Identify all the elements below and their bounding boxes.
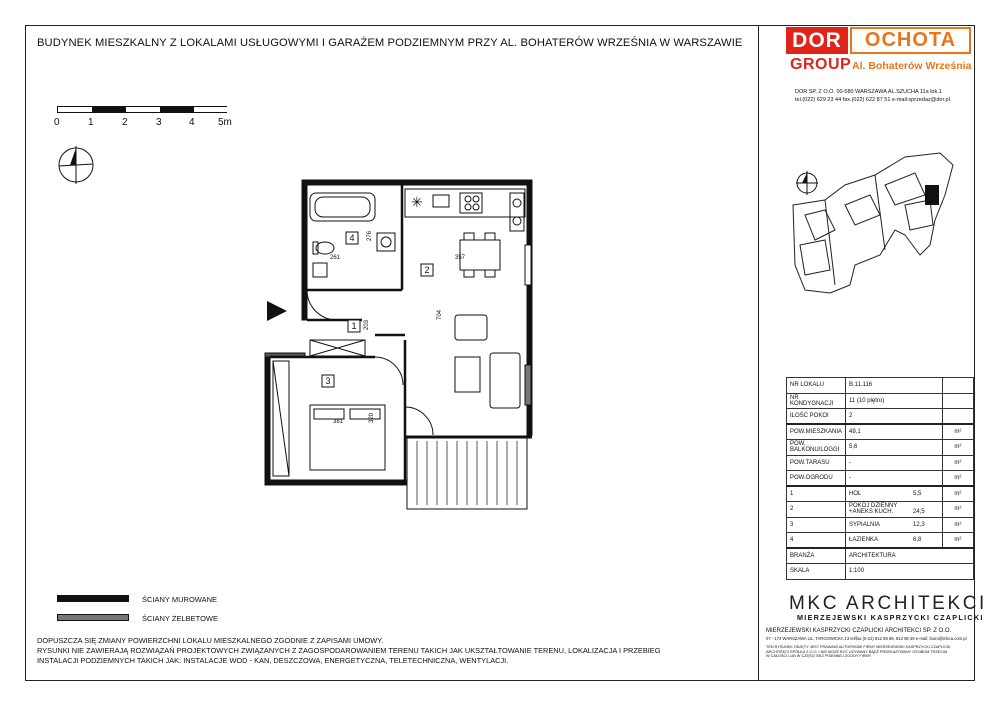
- table-row: [787, 471, 974, 487]
- logo-ochota: OCHOTA: [850, 27, 971, 54]
- apartment-info-table: [786, 377, 974, 580]
- room-cell: [846, 502, 943, 518]
- dimension-label: 203: [364, 319, 370, 330]
- table-row: [787, 455, 974, 471]
- title-block-divider: [758, 25, 759, 681]
- room-area: 6,8: [913, 537, 922, 543]
- row-label: NR KONDYGNACJI: [787, 393, 846, 409]
- scale-label: 2: [122, 117, 128, 128]
- room-area: 12,3: [913, 521, 925, 528]
- table-row: [787, 486, 974, 502]
- legend-concrete-swatch: [57, 614, 129, 621]
- row-unit: [942, 378, 973, 394]
- branza-label: BRANŻA: [787, 548, 846, 564]
- note-line: DOPUSZCZA SIĘ ZMIANY POWIERZCHNI LOKALU MIESZKALNEGO ZGODNIE Z ZAPISAMI UMOWY.: [37, 636, 384, 645]
- room-unit: m²: [942, 502, 973, 518]
- row-label: ILOŚĆ POKOI: [787, 409, 846, 425]
- row-unit: [942, 393, 973, 409]
- room-number: 1: [351, 321, 357, 331]
- row-unit: m²: [942, 455, 973, 471]
- row-unit: m²: [942, 424, 973, 440]
- room-no: 1: [787, 486, 846, 502]
- logo-street: Al. Bohaterów Września: [852, 60, 972, 72]
- scale-label: 5m: [218, 117, 232, 128]
- room-area: 24,5: [913, 509, 925, 516]
- dimension-label: 704: [437, 309, 443, 320]
- table-row: [787, 393, 974, 409]
- branza-value: ARCHITEKTURA: [846, 548, 974, 564]
- logo-dor: DOR: [786, 27, 848, 54]
- legend-concrete: ŚCIANY ŻELBETOWE: [142, 614, 218, 623]
- legend-masonry: ŚCIANY MUROWANE: [142, 595, 218, 604]
- legend-masonry-swatch: [57, 595, 129, 602]
- row-label: POW.MIESZKANIA: [787, 424, 846, 440]
- dimension-label: 320: [369, 412, 375, 423]
- architect-subtitle: MIERZEJEWSKI KASPRZYCKI CZAPLICKI: [797, 613, 984, 622]
- room-no: 4: [787, 533, 846, 549]
- room-no: 3: [787, 517, 846, 533]
- room-name: ŁAZIENKA: [849, 537, 879, 543]
- notes: [37, 636, 661, 666]
- row-label: POW. BALKONU/LOGGI: [787, 440, 846, 456]
- room-unit: m²: [942, 533, 973, 549]
- room-name: SYPIALNIA: [849, 521, 881, 528]
- room-cell: [846, 533, 943, 549]
- row-value: 49,1: [846, 424, 943, 440]
- firm-address: 07 - 174 WARSZAWA UL. TARGOWICKA 13 tel/fax (0-22) 812 86 86, 812 98 49 e-mail: biuro@mkca.com.pl: [766, 635, 967, 641]
- room-number: 3: [325, 376, 331, 386]
- row-value: -: [846, 471, 943, 487]
- row-unit: m²: [942, 471, 973, 487]
- room-unit: m²: [942, 486, 973, 502]
- svg-text:✳: ✳: [411, 194, 423, 210]
- architect-logo: MKC ARCHITEKCI: [789, 593, 987, 614]
- entrance-arrow-icon: [265, 299, 289, 323]
- firm-name: MIERZEJEWSKI KASPRZYCKI CZAPLICKI ARCHITEKCI SP. Z O.O.: [766, 628, 952, 634]
- architect-firm: [766, 628, 967, 641]
- row-label: NR LOKALU: [787, 378, 846, 394]
- row-value: 5,6: [846, 440, 943, 456]
- row-value: 2: [846, 409, 943, 425]
- room-cell: [846, 517, 943, 533]
- room-unit: m²: [942, 517, 973, 533]
- table-row: [787, 424, 974, 440]
- room-no: 2: [787, 502, 846, 518]
- copyright-line: W CAŁOŚCI LUB W CZĘŚCI BEZ PISEMNEJ ZGODY FIRMY: [766, 654, 872, 658]
- developer-contact: [795, 88, 950, 104]
- room-number: 2: [424, 265, 430, 275]
- dimension-label: 261: [330, 255, 341, 261]
- scale-label: 4: [189, 117, 195, 128]
- row-value: 11 (10 piętro): [846, 393, 943, 409]
- contact-address: DOR SP. Z O.O. 00-580 WARSZAWA AL.SZUCHA 11a lok.1: [795, 89, 942, 95]
- scale-label: 1: [88, 117, 94, 128]
- row-value: B.11.116: [846, 378, 943, 394]
- copyright-line: ARCHITEKCI SPÓŁKA Z O.O. I NIE MOŻE BYĆ UŻYWANY BĄDŹ PRZEKAZYWANY OSOBOM TRZECIM: [766, 649, 948, 654]
- room-area: 5,5: [913, 491, 922, 497]
- scale-label: 3: [156, 117, 162, 128]
- compass-icon: [56, 145, 96, 185]
- skala-value: 1:100: [846, 564, 974, 580]
- table-row: [787, 533, 974, 549]
- site-key-plan: [785, 145, 965, 300]
- copyright-line: TEN RYSUNEK OBJĘTY JEST PRAWAMI AUTORSKIMI FIRMY MIERZEJEWSKI KASPRZYCKI CZAPLICKI: [766, 645, 951, 649]
- table-row: [787, 517, 974, 533]
- table-row: [787, 378, 974, 394]
- row-unit: m²: [942, 440, 973, 456]
- table-row: [787, 409, 974, 425]
- table-row: [787, 440, 974, 456]
- dimension-label: 381: [333, 419, 344, 425]
- row-value: -: [846, 455, 943, 471]
- room-cell: [846, 486, 943, 502]
- scale-bar: [57, 106, 227, 113]
- table-row: [787, 564, 974, 580]
- floor-plan: [255, 175, 555, 515]
- project-title: BUDYNEK MIESZKALNY Z LOKALAMI USŁUGOWYMI I GARAŻEM PODZIEMNYM PRZY AL. BOHATERÓW WRZEŚNIA W WARSZAWIE: [37, 37, 743, 49]
- table-row: [787, 548, 974, 564]
- room-name: HOL: [849, 491, 862, 497]
- note-line: INSTALACJI PODZIEMNYCH TAKICH JAK: INSTALACJE WOD - KAN, DESZCZOWA, ENERGETYCZNA, TELETECHNICZNA, WENTYLACJI.: [37, 656, 509, 665]
- contact-phone: tel.(022) 629 23 44 fax.(022) 622 87 51 e-mail:sprzedaz@dor.pl: [795, 97, 950, 103]
- row-label: POW.TARASU: [787, 455, 846, 471]
- dimension-label: 357: [455, 255, 466, 261]
- table-row: [787, 502, 974, 518]
- copyright-note: [766, 645, 950, 659]
- note-line: RYSUNKI NIE ZAWIERAJĄ ROZWIĄZAŃ PROJEKTOWYCH ZWIĄZANYCH Z ZAGOSPODAROWANIEM TERENU TAKICH JAK UKSZTAŁTOWANIE TERENU, LOKALIZACJA I PRZEBIEG: [37, 646, 661, 655]
- row-label: POW.OGRODU: [787, 471, 846, 487]
- developer-logo: [786, 27, 971, 75]
- room-number: 4: [349, 233, 355, 243]
- logo-group: GROUP: [790, 56, 852, 73]
- skala-label: SKALA: [787, 564, 846, 580]
- scale-label: 0: [54, 117, 60, 128]
- dimension-label: 276: [367, 230, 373, 241]
- row-unit: [942, 409, 973, 425]
- room-name: POKÓJ DZIENNY +ANEKS KUCH.: [849, 503, 898, 516]
